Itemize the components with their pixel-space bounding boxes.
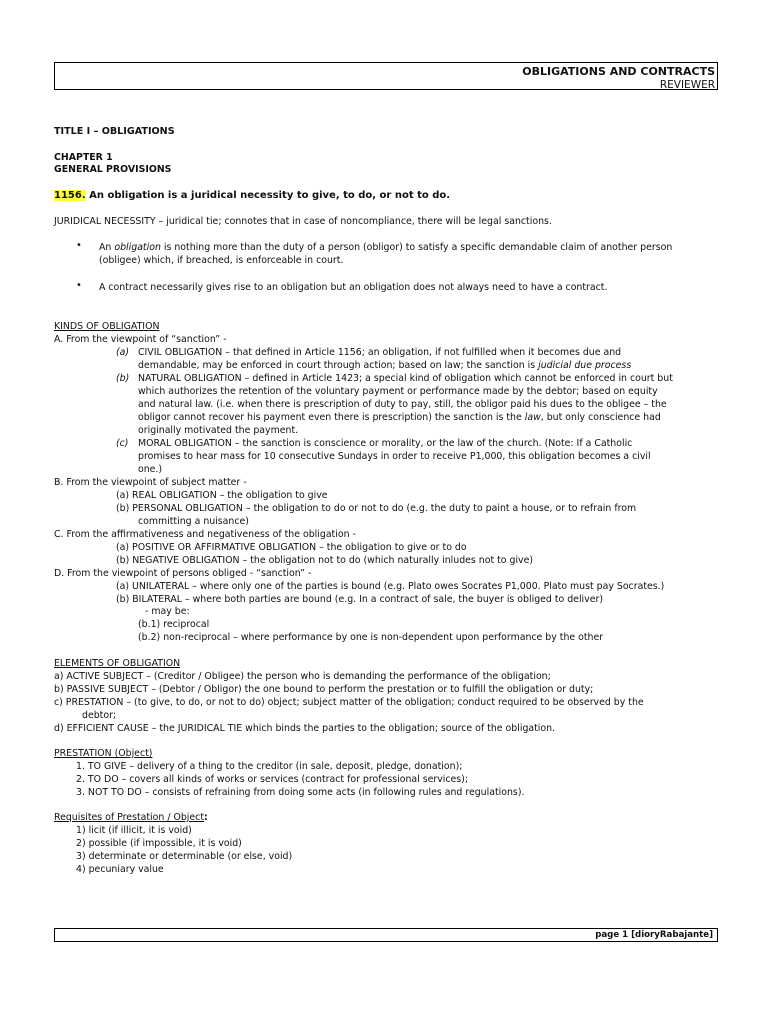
natural-obligation-l5: originally motivated the payment. (138, 425, 299, 436)
moral-obligation-l2: promises to hear mass for 10 consecutive Sundays in order to receive P1,000, this obligation becomes a civil (138, 451, 651, 462)
elements-heading: ELEMENTS OF OBLIGATION (54, 658, 181, 669)
natural-obligation-l2: which authorizes the retention of the voluntary payment or performance made by the debtor; based on equity (138, 386, 658, 397)
natural-obligation-l3: and natural law. (i.e. when there is prescription of duty to pay, still, the obligor paid his dues to the obligee – the (138, 399, 667, 410)
element-efficient-cause: d) EFFICIENT CAUSE – the JURIDICAL TIE which binds the parties to the obligation; source of the obligation. (54, 723, 556, 734)
civil-obligation-l2: demandable, may be enforced in court through action; based on law; the sanction is judicial due process (138, 360, 632, 371)
kinds-b-intro: B. From the viewpoint of subject matter - (54, 477, 247, 488)
kinds-a-intro: A. From the viewpoint of “sanction” - (54, 334, 227, 345)
bullet2: A contract necessarily gives rise to an obligation but an obligation does not always need to have a contract. (99, 282, 608, 293)
kinds-c-intro: C. From the affirmativeness and negativeness of the obligation - (54, 529, 356, 540)
civil-obligation-l1: CIVIL OBLIGATION – that defined in Article 1156; an obligation, if not fulfilled when it becomes due and (138, 347, 622, 358)
negative-obligation: (b) NEGATIVE OBLIGATION – the obligation not to do (which naturally inludes not to give) (116, 555, 534, 566)
positive-obligation: (a) POSITIVE OR AFFIRMATIVE OBLIGATION – the obligation to give or to do (116, 542, 467, 553)
element-prestation-l2: debtor; (82, 710, 117, 721)
real-obligation: (a) REAL OBLIGATION – the obligation to give (116, 490, 328, 501)
bullet-icon: • (76, 280, 82, 291)
natural-obligation-l1: NATURAL OBLIGATION – defined in Article 1423; a special kind of obligation which cannot be enforced in court but (138, 373, 673, 384)
personal-obligation-l2: committing a nuisance) (138, 516, 249, 527)
bilateral: (b) BILATERAL – where both parties are bound (e.g. In a contract of sale, the buyer is obliged to deliver) (116, 594, 603, 605)
moral-obligation-l1: MORAL OBLIGATION – the sanction is conscience or morality, or the law of the church. (Note: If a Catholic (138, 438, 633, 449)
header-subtitle: REVIEWER (659, 79, 715, 91)
chapter-heading: CHAPTER 1 (54, 152, 113, 163)
kinds-d-intro: D. From the viewpoint of persons obliged - “sanction” - (54, 568, 312, 579)
page-footer (54, 928, 718, 942)
document-header (54, 62, 718, 90)
article-1156 (54, 190, 450, 202)
prestation-to-give: 1. TO GIVE – delivery of a thing to the creditor (in sale, deposit, pledge, donation); (76, 761, 463, 772)
requisite-possible: 2) possible (if impossible, it is void) (76, 838, 242, 849)
non-reciprocal: (b.2) non-reciprocal – where performance by one is non-dependent upon performance by the other (138, 632, 604, 643)
title-heading: TITLE I – OBLIGATIONS (54, 126, 175, 137)
header-title: OBLIGATIONS AND CONTRACTS (522, 65, 715, 78)
bullet1-line1: An obligation is nothing more than the duty of a person (obligor) to satisfy a specific demandable claim of another person (99, 242, 673, 253)
personal-obligation-l1: (b) PERSONAL OBLIGATION – the obligation to do or not to do (e.g. the duty to paint a house, or to refrain from (116, 503, 637, 514)
natural-obligation-l4: obligor cannot recover his payment even there is prescription) the sanction is the law, but only conscience had (138, 412, 661, 423)
chapter-subheading: GENERAL PROVISIONS (54, 164, 172, 175)
article-text: An obligation is a juridical necessity to give, to do, or not to do. (85, 190, 451, 201)
prestation-not-to-do: 3. NOT TO DO – consists of refraining from doing some acts (in following rules and regulations). (76, 787, 525, 798)
moral-obligation-l3: one.) (138, 464, 163, 475)
kinds-heading: KINDS OF OBLIGATION (54, 321, 160, 332)
requisite-licit: 1) licit (if illicit, it is void) (76, 825, 192, 836)
element-active-subject: a) ACTIVE SUBJECT – (Creditor / Obligee) the person who is demanding the performance of the obligation; (54, 671, 551, 682)
element-prestation-l1: c) PRESTATION – (to give, to do, or not to do) object; subject matter of the obligation; conduct required to be observed by the (54, 697, 644, 708)
element-passive-subject: b) PASSIVE SUBJECT – (Debtor / Obligor) the one bound to perform the prestation or to fulfill the obligation or duty; (54, 684, 594, 695)
unilateral: (a) UNILATERAL – where only one of the parties is bound (e.g. Plato owes Socrates P1,000. Plato must pay Socrates.) (116, 581, 665, 592)
kinds-a-a-label: (a) (116, 347, 130, 358)
requisites-heading: Requisites of Prestation / Object: (54, 812, 208, 823)
bullet-icon: • (76, 240, 82, 251)
requisite-determinate: 3) determinate or determinable (or else, void) (76, 851, 293, 862)
prestation-to-do: 2. TO DO – covers all kinds of works or services (contract for professional services); (76, 774, 469, 785)
page-number: page 1 [dioryRabajante] (595, 930, 713, 940)
may-be: - may be: (145, 606, 190, 617)
juridical-necessity: JURIDICAL NECESSITY – juridical tie; connotes that in case of noncompliance, there will be legal sanctions. (54, 216, 552, 227)
prestation-heading: PRESTATION (Object) (54, 748, 153, 759)
requisite-pecuniary: 4) pecuniary value (76, 864, 164, 875)
kinds-a-c-label: (c) (116, 438, 129, 449)
kinds-a-b-label: (b) (116, 373, 130, 384)
bullet1-line2: (obligee) which, if breached, is enforceable in court. (99, 255, 344, 266)
reciprocal: (b.1) reciprocal (138, 619, 210, 630)
article-number: 1156. (54, 190, 86, 201)
